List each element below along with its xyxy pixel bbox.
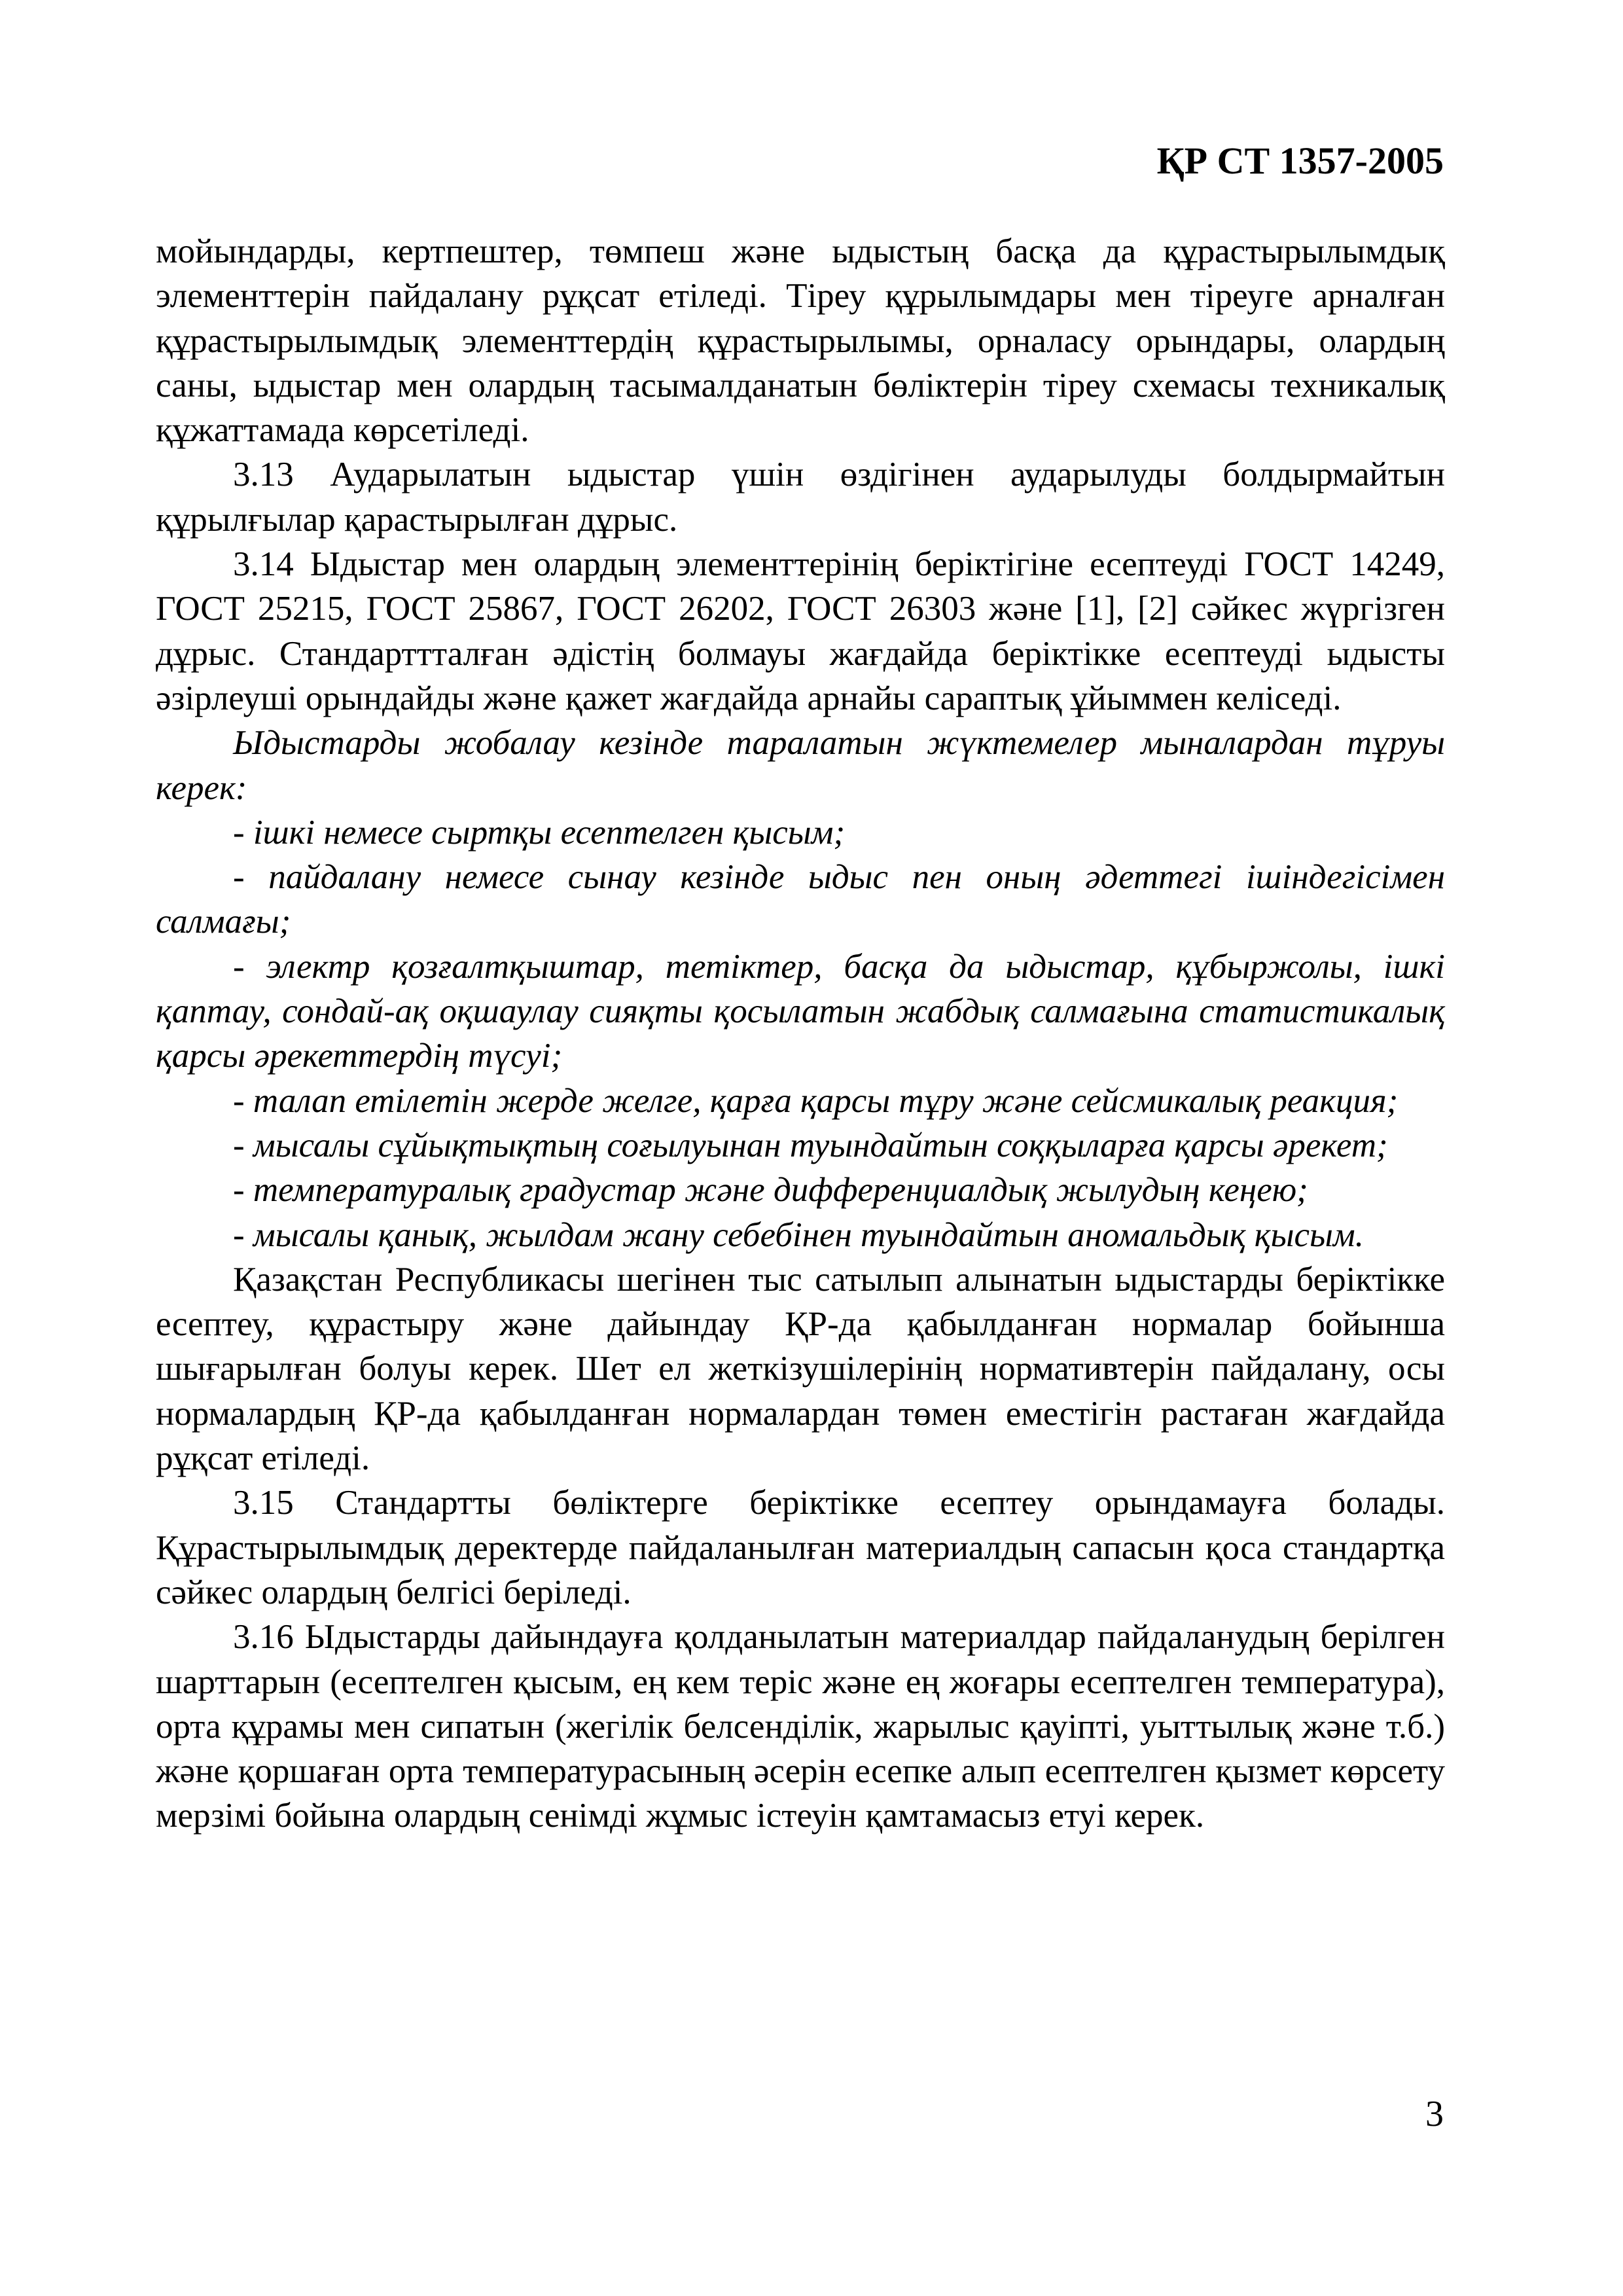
load-item: - электр қозғалтқыштар, тетіктер, басқа да ыдыстар, құбыржолы, ішкі қаптау, сондай-ақ оқшаулау сияқты қосылатын жабдық салмағына статистикалық қарсы әрекеттердің түсуі; [156,947,1445,1075]
page-number: 3 [1425,2094,1444,2134]
paragraph-continuation: мойындарды, кертпештер, төмпеш және ыдыстың басқа да құрастырылымдық элементтерін пайдалану рұқсат етіледі. Тіреу құрылымдары мен тіреуге арналған құрастырылымдық элементтердің құрастырылымы, орналасу орындары, олардың саны, ыдыстар мен олардың тасымалданатын бөліктерін тіреу схемасы техникалық құжаттамада көрсетіледі. [156,232,1445,450]
load-item: - мысалы сұйықтықтың соғылуынан туындайтын соққыларға қарсы әрекет; [233,1126,1388,1164]
load-item: - ішкі немесе сыртқы есептелген қысым; [233,813,846,852]
document-body [156,229,1445,1839]
clause-3-14: 3.14 Ыдыстар мен олардың элементтерінің беріктігіне есептеуді ГОСТ 14249, ГОСТ 25215, ГОСТ 25867, ГОСТ 26202, ГОСТ 26303 және [1], [2] сәйкес жүргізген дұрыс. Стандарттталған әдістің болмауы жағдайда беріктікке есептеуді ыдысты әзірлеуші орындайды және қажет жағдайда арнайы сараптық ұйыммен келіседі. [156,545,1445,717]
document-code: ҚР СТ 1357-2005 [1156,139,1444,182]
load-item: - пайдалану немесе сынау кезінде ыдыс пен оның әдеттегі ішіндегісімен салмағы; [156,858,1445,941]
clause-3-16: 3.16 Ыдыстарды дайындауға қолданылатын материалдар пайдаланудың берілген шарттарын (есептелген қысым, ең кем теріс және ең жоғары есептелген температура), орта құрамы мен сипатын (жегілік белсенділік, жарылыс қауіпті, уыттылық және т.б.) және қоршаған орта температурасының әсерін есепке алып есептелген қызмет көрсету мерзімі бойына олардың сенімді жұмыс істеуін қамтамасыз етуі керек. [156,1618,1445,1835]
load-item: - талап етілетін жерде желге, қарға қарсы тұру және сейсмикалық реакция; [233,1081,1399,1120]
loads-intro: Ыдыстарды жобалау кезінде таралатын жүктемелер мыналардан тұруы керек: [156,724,1445,807]
foreign-vessels-paragraph: Қазақстан Республикасы шегінен тыс сатылып алынатын ыдыстарды беріктікке есептеу, құрастыру және дайындау ҚР-да қабылданған нормалар бойынша шығарылған болуы керек. Шет ел жеткізушілерінің нормативтерін пайдалану, осы нормалардың ҚР-да қабылданған нормалардан төмен еместігін растаған жағдайда рұқсат етіледі. [156,1260,1445,1478]
load-item: - температуралық градустар және дифференциалдық жылудың кеңею; [233,1171,1308,1210]
load-item: - мысалы қанық, жылдам жану себебінен туындайтын аномальдық қысым. [233,1215,1364,1254]
clause-3-13: 3.13 Аударылатын ыдыстар үшін өздігінен аударылуды болдырмайтын құрылғылар қарастырылған дұрыс. [156,456,1445,539]
clause-3-15: 3.15 Стандартты бөліктерге беріктікке есептеу орындамауға болады. Құрастырылымдық деректерде пайдаланылған материалдың сапасын қоса стандартқа сәйкес олардың белгісі беріледі. [156,1484,1445,1611]
